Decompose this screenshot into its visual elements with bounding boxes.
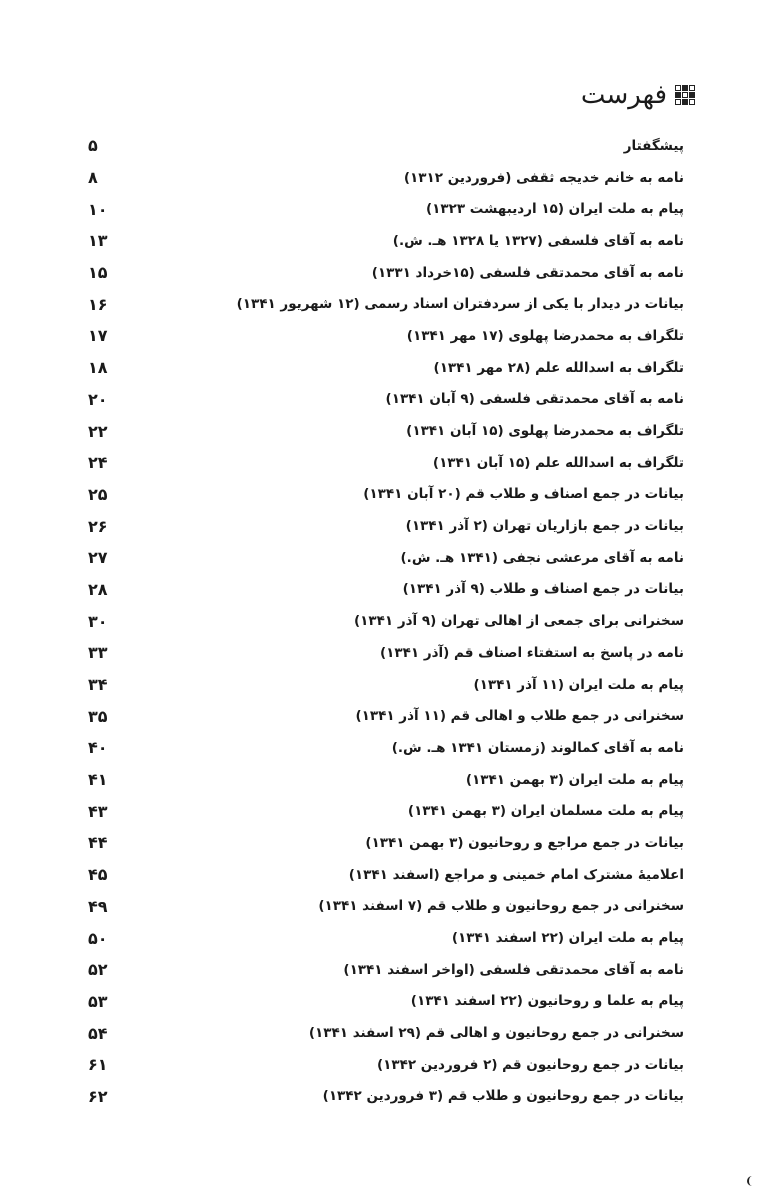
toc-entry [88,605,684,637]
toc-entry [88,415,684,447]
toc-entry-title: پیام به علما و روحانیون (۲۲ اسفند ۱۳۴۱) [410,993,684,1010]
toc-entry-title: نامه به آقای کمالوند (زمستان ۱۳۴۱ هـ. ش.) [391,739,684,756]
toc-entry [88,320,684,352]
toc-entry-title: سخنرانی در جمع طلاب و اهالی قم (۱۱ آذر ۱۳۴۱) [355,708,684,725]
toc-entry-title: بیانات در جمع روحانیون و طلاب قم (۳ فروردین ۱۳۴۲) [322,1088,684,1105]
toc-entry-page-number: ۱۳ [88,231,108,251]
toc-entry-title: نامه به آقای محمدتقی فلسفی (۹ آبان ۱۳۴۱) [385,391,684,408]
toc-entry-page-number: ۵۲ [88,960,108,980]
toc-entry-title: پیشگفتار [623,137,684,154]
toc-entry [88,700,684,732]
toc-entry-page-number: ۲۷ [88,548,108,568]
toc-entry-title: سخنرانی در جمع روحانیون و اهالی قم (۲۹ اسفند ۱۳۴۱) [308,1025,684,1042]
toc-entry [88,1017,684,1049]
toc-entry [88,352,684,384]
toc-entry-title: نامه به آقای محمدتقی فلسفی (اواخر اسفند ۱۳۴۱) [343,961,684,978]
toc-entry [88,542,684,574]
toc-entry-page-number: ۳۳ [88,643,108,663]
toc-entry [88,637,684,669]
toc-entry-title: بیانات در جمع بازاریان تهران (۲ آذر ۱۳۴۱) [405,518,684,535]
toc-entry-page-number: ۲۴ [88,453,108,473]
toc-entry-page-number: ۳۵ [88,706,108,726]
toc-entry-title: تلگراف به اسدالله علم (۲۸ مهر ۱۳۴۱) [433,359,684,376]
toc-entry-title: بیانات در جمع اصناف و طلاب قم (۲۰ آبان ۱۳۴۱) [363,486,684,503]
toc-entry-page-number: ۱۷ [88,326,108,346]
toc-entry-title: بیانات در جمع اصناف و طلاب (۹ آذر ۱۳۴۱) [402,581,684,598]
toc-header [581,80,695,110]
toc-entry-page-number: ۲۵ [88,484,108,504]
toc-entry-page-number: ۲۸ [88,579,108,599]
toc-entry-title: پیام به ملت ایران (۳ بهمن ۱۳۴۱) [465,771,684,788]
toc-entry-page-number: ۴۹ [88,896,108,916]
toc-entry-title: پیام به ملت مسلمان ایران (۳ بهمن ۱۳۴۱) [407,803,684,820]
toc-entry [88,130,684,162]
toc-entry-title: پیام به ملت ایران (۱۱ آذر ۱۳۴۱) [473,676,684,693]
toc-entry [88,162,684,194]
toc-entry [88,1081,684,1113]
toc-entry-page-number: ۴۴ [88,833,108,853]
page-title: فهرست [580,80,667,110]
toc-entry-page-number: ۱۶ [88,294,108,314]
toc-entry-title: نامه به خانم خدیجه ثقفی (فروردین ۱۳۱۲) [403,169,684,186]
toc-entry-page-number: ۵۴ [88,1023,108,1043]
toc-entry-title: سخنرانی برای جمعی از اهالی تهران (۹ آذر ۱۳۴۱) [353,613,684,630]
toc-entry-page-number: ۴۱ [88,770,108,790]
toc-entry-title: نامه به آقای فلسفی (۱۳۲۷ یا ۱۳۲۸ هـ. ش.) [392,232,684,249]
toc-entry-page-number: ۲۰ [88,389,108,409]
toc-entry [88,1049,684,1081]
toc-entry [88,574,684,606]
toc-entry-page-number: ۲۶ [88,516,108,536]
toc-entry-title: بیانات در جمع مراجع و روحانیون (۳ بهمن ۱۳۴۱) [365,834,684,851]
toc-entry [88,795,684,827]
toc-entry-page-number: ۴۵ [88,865,108,885]
toc-entry-title: نامه به آقای محمدتقی فلسفی (۱۵خرداد ۱۳۳۱) [371,264,684,281]
toc-entry [88,922,684,954]
toc-entry-title: تلگراف به محمدرضا پهلوی (۱۷ مهر ۱۳۴۱) [406,327,684,344]
toc-entry [88,986,684,1018]
toc-entry [88,288,684,320]
toc-entry [88,479,684,511]
toc-entry-page-number: ۵۳ [88,991,108,1011]
toc-entry-title: تلگراف به اسدالله علم (۱۵ آبان ۱۳۴۱) [432,454,684,471]
toc-entry [88,384,684,416]
toc-entry [88,447,684,479]
toc-entry [88,891,684,923]
diamond-ornament-icon [675,85,695,105]
toc-entry-page-number: ۸ [88,168,98,188]
toc-entry-page-number: ۴۳ [88,801,108,821]
toc-entry-title: نامه به آقای مرعشی نجفی (۱۳۴۱ هـ. ش.) [400,549,684,566]
toc-entry [88,764,684,796]
toc-entry-page-number: ۴۰ [88,738,108,758]
toc-entry-page-number: ۵۰ [88,928,108,948]
table-of-contents [88,130,684,1112]
toc-entry-page-number: ۶۲ [88,1086,108,1106]
toc-entry-page-number: ۱۵ [88,263,108,283]
toc-entry-title: تلگراف به محمدرضا پهلوی (۱۵ آبان ۱۳۴۱) [406,423,684,440]
toc-entry-page-number: ۱۸ [88,358,108,378]
toc-entry [88,669,684,701]
toc-entry [88,510,684,542]
toc-entry-page-number: ۳۴ [88,675,108,695]
toc-entry-page-number: ۵ [88,136,98,156]
toc-entry-page-number: ۲۲ [88,421,108,441]
toc-entry-title: اعلامیهٔ مشترک امام خمینی و مراجع (اسفند ۱۳۴۱) [348,866,684,883]
page-edge-mark [747,1176,757,1186]
toc-entry-title: پیام به ملت ایران (۲۲ اسفند ۱۳۴۱) [451,930,684,947]
toc-entry-title: بیانات در جمع روحانیون قم (۲ فروردین ۱۳۴۲) [376,1056,684,1073]
toc-entry-title: نامه در پاسخ به استفتاء اصناف قم (آذر ۱۳۴۱) [380,644,684,661]
toc-entry-title: سخنرانی در جمع روحانیون و طلاب قم (۷ اسفند ۱۳۴۱) [318,898,684,915]
toc-entry-page-number: ۳۰ [88,611,108,631]
toc-entry [88,732,684,764]
toc-entry [88,827,684,859]
toc-entry-page-number: ۱۰ [88,199,108,219]
toc-entry [88,954,684,986]
toc-entry [88,257,684,289]
toc-entry-page-number: ۶۱ [88,1055,108,1075]
toc-entry [88,859,684,891]
toc-entry [88,193,684,225]
toc-entry-title: پیام به ملت ایران (۱۵ اردیبهشت ۱۳۲۳) [425,201,684,218]
toc-entry [88,225,684,257]
toc-entry-title: بیانات در دیدار با یکی از سردفتران اسناد رسمی (۱۲ شهریور ۱۳۴۱) [236,296,684,313]
